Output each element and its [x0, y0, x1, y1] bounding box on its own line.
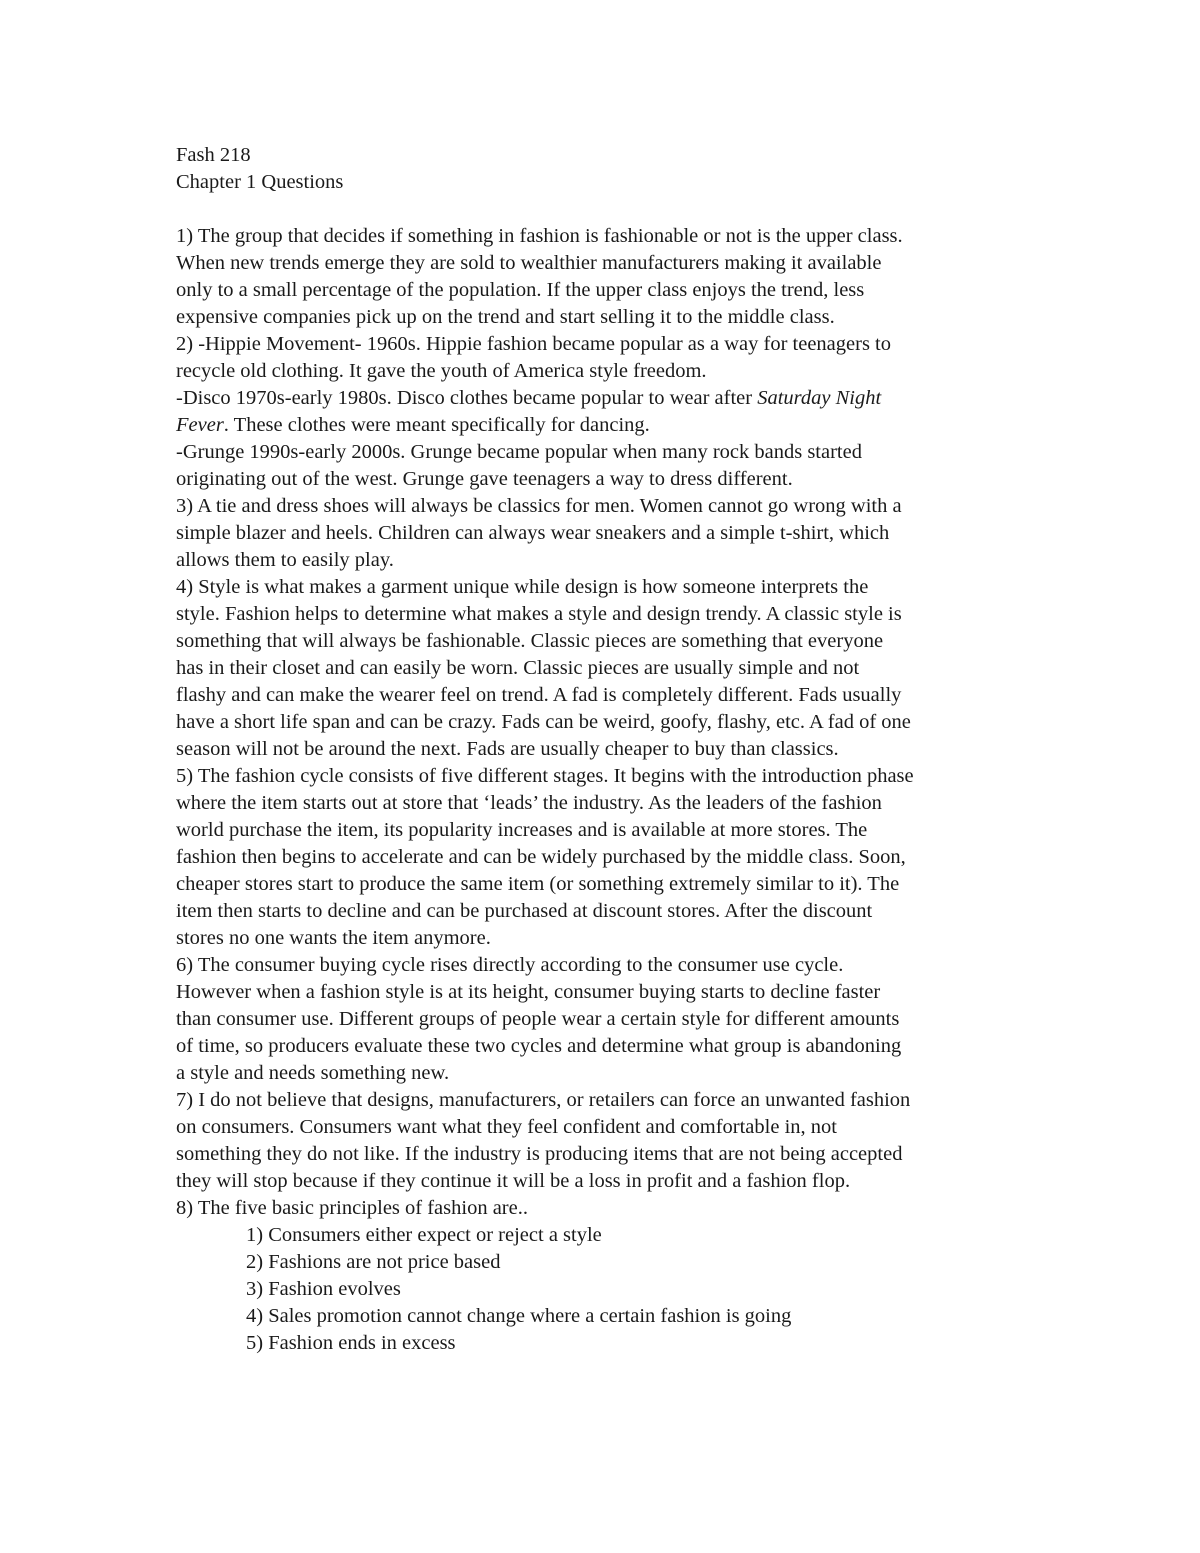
answer-6-line: than consumer use. Different groups of people wear a certain style for different amounts — [176, 1008, 900, 1030]
answer-2-line: originating out of the west. Grunge gave teenagers a way to dress different. — [176, 468, 793, 490]
answer-4-line: has in their closet and can easily be worn. Classic pieces are usually simple and not — [176, 657, 860, 679]
document-page — [176, 142, 1036, 1357]
answer-2-disco-line — [176, 412, 1036, 439]
answer-4-line: style. Fashion helps to determine what makes a style and design trendy. A classic style is — [176, 603, 902, 625]
chapter-title: Chapter 1 Questions — [176, 171, 344, 193]
answer-2-line: -Grunge 1990s-early 2000s. Grunge became popular when many rock bands started — [176, 441, 862, 463]
answer-4-line: something that will always be fashionable. Classic pieces are something that everyone — [176, 630, 884, 652]
movie-title-part1: Saturday Night — [757, 387, 882, 409]
answer-4-line: flashy and can make the wearer feel on trend. A fad is completely different. Fads usually — [176, 684, 902, 706]
blank-line — [176, 196, 1036, 223]
disco-text: -Disco 1970s-early 1980s. Disco clothes became popular to wear after — [176, 387, 758, 409]
answer-6-line: However when a fashion style is at its height, consumer buying starts to decline faster — [176, 981, 881, 1003]
principle-item: 3) Fashion evolves — [246, 1278, 401, 1300]
answer-5-line: where the item starts out at store that ‘leads’ the industry. As the leaders of the fashion — [176, 792, 882, 814]
answer-7-line: something they do not like. If the industry is producing items that are not being accepted — [176, 1143, 903, 1165]
answer-7-line: on consumers. Consumers want what they feel confident and comfortable in, not — [176, 1116, 837, 1138]
movie-title-part2: Fever — [176, 414, 224, 436]
answer-5-line: 5) The fashion cycle consists of five different stages. It begins with the introduction phase — [176, 765, 914, 787]
answer-6-line: of time, so producers evaluate these two cycles and determine what group is abandoning — [176, 1035, 902, 1057]
answer-5-line: cheaper stores start to produce the same item (or something extremely similar to it). The — [176, 873, 900, 895]
answer-3-line: allows them to easily play. — [176, 549, 394, 571]
principle-item: 2) Fashions are not price based — [246, 1251, 501, 1273]
answer-4-line: 4) Style is what makes a garment unique while design is how someone interprets the — [176, 576, 869, 598]
answer-7-line: 7) I do not believe that designs, manufacturers, or retailers can force an unwanted fashion — [176, 1089, 911, 1111]
answer-4-line: season will not be around the next. Fads are usually cheaper to buy than classics. — [176, 738, 839, 760]
answer-5-line: stores no one wants the item anymore. — [176, 927, 491, 949]
answer-1-line: 1) The group that decides if something in fashion is fashionable or not is the upper class. — [176, 225, 903, 247]
answer-1-line: When new trends emerge they are sold to wealthier manufacturers making it available — [176, 252, 882, 274]
answer-1-line: expensive companies pick up on the trend and start selling it to the middle class. — [176, 306, 835, 328]
answer-4-line: have a short life span and can be crazy. Fads can be weird, goofy, flashy, etc. A fad of one — [176, 711, 911, 733]
answer-3-line: simple blazer and heels. Children can always wear sneakers and a simple t-shirt, which — [176, 522, 890, 544]
answer-2-line: recycle old clothing. It gave the youth of America style freedom. — [176, 360, 707, 382]
answer-3-line: 3) A tie and dress shoes will always be classics for men. Women cannot go wrong with a — [176, 495, 902, 517]
answer-5-line: item then starts to decline and can be purchased at discount stores. After the discount — [176, 900, 873, 922]
answer-8-line: 8) The five basic principles of fashion are.. — [176, 1197, 528, 1219]
answer-2-line: 2) -Hippie Movement- 1960s. Hippie fashion became popular as a way for teenagers to — [176, 333, 891, 355]
answer-2-disco-line — [176, 385, 1036, 412]
answer-1-line: only to a small percentage of the population. If the upper class enjoys the trend, less — [176, 279, 865, 301]
principle-item: 4) Sales promotion cannot change where a certain fashion is going — [246, 1305, 792, 1327]
answer-6-line: a style and needs something new. — [176, 1062, 450, 1084]
principle-item: 1) Consumers either expect or reject a style — [246, 1224, 602, 1246]
course-title: Fash 218 — [176, 144, 251, 166]
disco-text: . These clothes were meant specifically for dancing. — [223, 414, 650, 436]
answer-5-line: world purchase the item, its popularity increases and is available at more stores. The — [176, 819, 868, 841]
answer-5-line: fashion then begins to accelerate and can be widely purchased by the middle class. Soon, — [176, 846, 906, 868]
answer-6-line: 6) The consumer buying cycle rises directly according to the consumer use cycle. — [176, 954, 844, 976]
answer-7-line: they will stop because if they continue it will be a loss in profit and a fashion flop. — [176, 1170, 851, 1192]
principle-item: 5) Fashion ends in excess — [246, 1332, 456, 1354]
